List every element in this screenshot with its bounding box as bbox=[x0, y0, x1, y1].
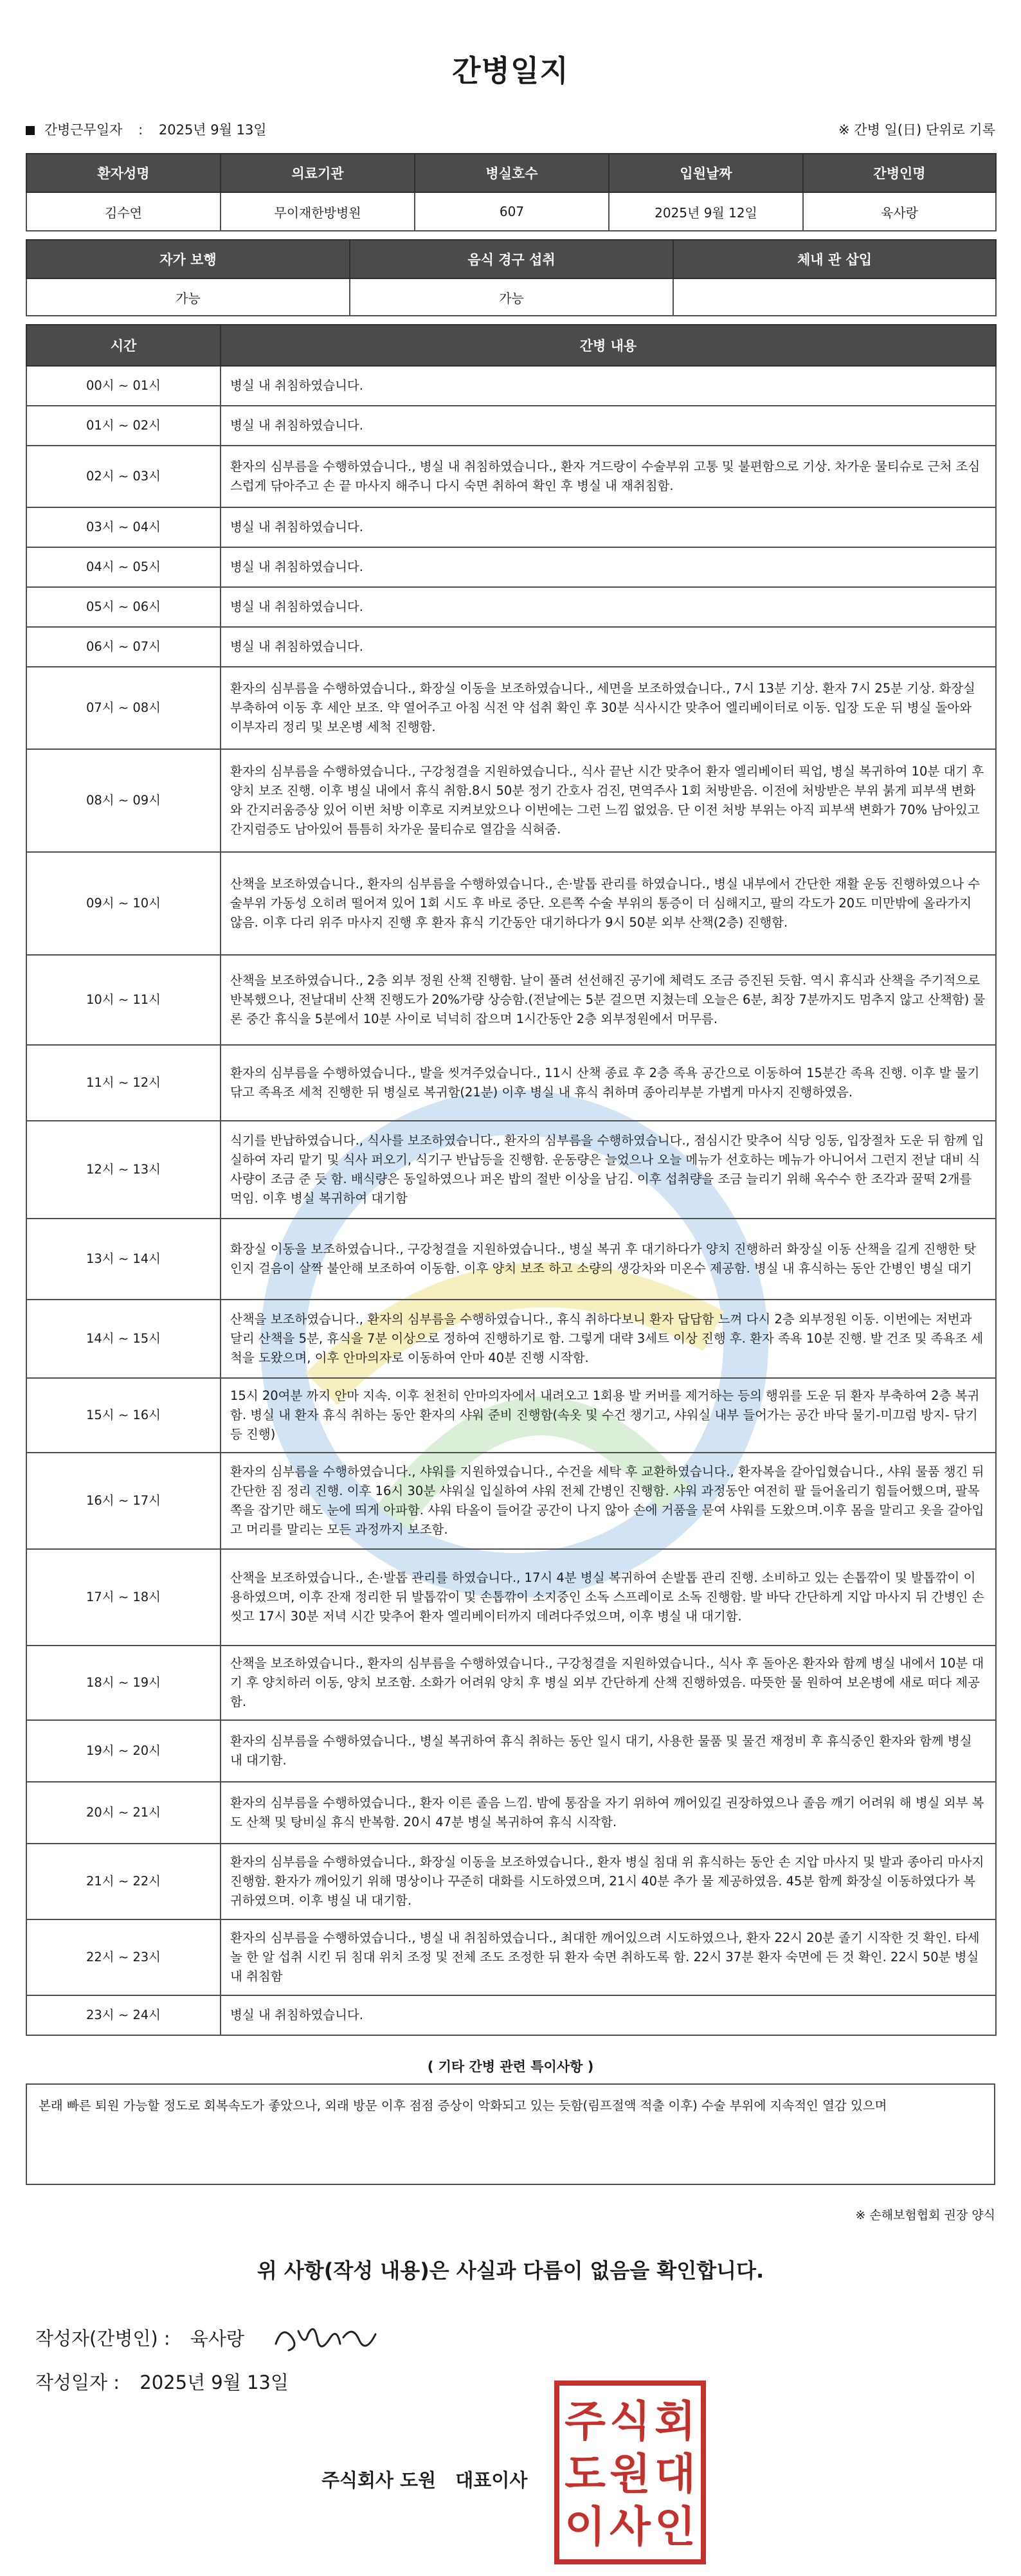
source-note: ※ 손해보험협회 권장 양식 bbox=[855, 2208, 995, 2222]
header-care-content: 간병 내용 bbox=[221, 325, 996, 366]
log-text: 환자의 심부름을 수행하였습니다., 병실 내 취침하였습니다., 최대한 깨어있으려 시도하였으나, 환자 22시 20분 졸기 시작한 것 확인. 타세놀 한 알 섭취 시킨 뒤 침대 위치 조정 및 전체 조도 조정한 뒤 환자 숙면 취하도록 함. 22시 37분 환자 숙면에 든 것 확인. 22시 50분 병실 내 취침함 bbox=[221, 1919, 996, 1995]
log-row bbox=[26, 1219, 996, 1300]
signature-image bbox=[269, 2318, 379, 2361]
oral-intake-value: 가능 bbox=[350, 278, 673, 316]
log-row bbox=[26, 1782, 996, 1844]
svg-text:사: 사 bbox=[610, 2502, 651, 2552]
company-seal bbox=[553, 2379, 707, 2566]
header-room: 병실호수 bbox=[415, 154, 609, 192]
log-time: 10시 ~ 11시 bbox=[26, 955, 221, 1045]
log-text: 산책을 보조하였습니다., 환자의 심부름을 수행하였습니다., 휴식 취하다보니 환자 답답함 느껴 다시 2층 외부정원 이동. 이번에는 저번과 달리 산책을 5분, 휴식을 7분 이상으로 정하여 진행하기로 함. 그렇게 대략 3세트 이상 진행 후. 환자 족욕 10분 진행. 발 건조 및 족욕조 세척을 도왔으며, 이후 안마의자로 이동하여 안마 40분 진행 시작함. bbox=[221, 1300, 996, 1378]
work-date-line bbox=[26, 120, 267, 139]
svg-text:이: 이 bbox=[565, 2502, 606, 2552]
log-text: 병실 내 취침하였습니다. bbox=[221, 547, 996, 587]
log-text: 병실 내 취침하였습니다. bbox=[221, 406, 996, 446]
work-date-label: 간병근무일자 bbox=[44, 122, 123, 138]
svg-text:원: 원 bbox=[610, 2449, 651, 2499]
company-role: 대표이사 bbox=[455, 2469, 528, 2491]
header-self-walking: 자가 보행 bbox=[26, 240, 350, 278]
log-text: 환자의 심부름을 수행하였습니다., 발을 씻겨주었습니다., 11시 산책 종료 후 2층 족욕 공간으로 이동하여 15분간 족욕 진행. 이후 발 물기 닦고 족욕조 세척 진행한 뒤 병실로 복귀함(21분) 이후 병실 내 휴식 취하며 종아리부분 가볍게 마사지 진행하였음. bbox=[221, 1045, 996, 1121]
log-time: 14시 ~ 15시 bbox=[26, 1300, 221, 1378]
patient-info-table bbox=[26, 153, 997, 231]
writer-line bbox=[35, 2318, 379, 2361]
svg-text:인: 인 bbox=[655, 2502, 696, 2552]
log-time: 20시 ~ 21시 bbox=[26, 1782, 221, 1844]
written-date-label: 작성일자 : bbox=[35, 2372, 120, 2393]
log-time: 19시 ~ 20시 bbox=[26, 1720, 221, 1782]
log-row bbox=[26, 547, 996, 587]
log-text: 병실 내 취침하였습니다. bbox=[221, 587, 996, 627]
log-time: 12시 ~ 13시 bbox=[26, 1121, 221, 1219]
log-row bbox=[26, 1844, 996, 1919]
log-row bbox=[26, 1549, 996, 1646]
log-time: 17시 ~ 18시 bbox=[26, 1549, 221, 1646]
log-time: 13시 ~ 14시 bbox=[26, 1219, 221, 1300]
patient-info-value-row bbox=[26, 192, 996, 231]
log-time: 04시 ~ 05시 bbox=[26, 547, 221, 587]
log-row bbox=[26, 406, 996, 446]
care-log-header-row bbox=[26, 325, 996, 366]
notes-box bbox=[26, 2083, 995, 2185]
log-time: 09시 ~ 10시 bbox=[26, 852, 221, 955]
header-oral-intake: 음식 경구 섭취 bbox=[350, 240, 673, 278]
log-text: 환자의 심부름을 수행하였습니다., 화장실 이동을 보조하였습니다., 환자 병실 침대 위 휴식하는 동안 손 지압 마사지 및 발과 종아리 마사지 진행함. 환자가 깨어있기 위해 명상이나 꾸준히 대화를 시도하였으며, 21시 40분 추가 물 제공하였음. 45분 함께 화장실 이동하였다가 복귀하였으며. 이후 병실 내 대기함. bbox=[221, 1844, 996, 1919]
notes-text: 본래 빠른 퇴원 가능할 정도로 회복속도가 좋았으나, 외래 방문 이후 점점 증상이 악화되고 있는 듯함(림프절액 적출 이후) 수술 부위에 지속적인 열감 있으며 bbox=[39, 2098, 887, 2113]
log-row bbox=[26, 366, 996, 406]
self-walking-value: 가능 bbox=[26, 278, 350, 316]
log-text: 환자의 심부름을 수행하였습니다., 환자 이른 졸음 느낌. 밤에 통잠을 자기 위하여 깨어있길 권장하였으나 졸음 깨기 어려워 해 병실 외부 복도 산책 및 탕비실 휴식 반복함. 20시 47분 병실 복귀하여 휴식 시작함. bbox=[221, 1782, 996, 1844]
log-row bbox=[26, 1995, 996, 2035]
meta-line bbox=[26, 120, 995, 139]
writer-name: 육사랑 bbox=[190, 2327, 244, 2350]
log-text: 화장실 이동을 보조하였습니다., 구강청결을 지원하였습니다., 병실 복귀 후 대기하다가 양치 진행하러 화장실 이동 산책을 길게 진행한 탓인지 걸음이 살짝 불안해 보조하여 이동함. 이후 양치 보조 하고 소량의 생강차와 미온수 제공함. 병실 내 휴식하는 동안 간병인 병실 대기 bbox=[221, 1219, 996, 1300]
header-tube-insertion: 체내 관 삽입 bbox=[673, 240, 996, 278]
log-time: 02시 ~ 03시 bbox=[26, 446, 221, 507]
log-row bbox=[26, 587, 996, 627]
log-row bbox=[26, 507, 996, 547]
log-text: 산책을 보조하였습니다., 2층 외부 정원 산책 진행함. 날이 풀려 선선해진 공기에 체력도 조금 증진된 듯함. 역시 휴식과 산책을 주기적으로 반복했으나, 전날대비 산책 진행도가 20%가량 상승함.(전날에는 5분 걸으면 지쳤는데 오늘은 6분, 최장 7분까지도 멈추지 않고 산책함) 물론 중간 휴식을 5분에서 10분 사이로 넉넉히 잡으며 1시간동안 2층 외부정원에서 머무름. bbox=[221, 955, 996, 1045]
written-date-value: 2025년 9월 13일 bbox=[140, 2372, 289, 2393]
log-time: 08시 ~ 09시 bbox=[26, 749, 221, 852]
care-status-value-row bbox=[26, 278, 996, 316]
svg-text:대: 대 bbox=[655, 2449, 696, 2499]
header-admission-date: 입원날짜 bbox=[609, 154, 803, 192]
page-title: 간병일지 bbox=[452, 53, 569, 88]
log-time: 11시 ~ 12시 bbox=[26, 1045, 221, 1121]
caregiver-name: 육사랑 bbox=[803, 192, 996, 231]
log-row bbox=[26, 1720, 996, 1782]
svg-text:주: 주 bbox=[565, 2397, 606, 2446]
log-row bbox=[26, 1378, 996, 1453]
log-time: 03시 ~ 04시 bbox=[26, 507, 221, 547]
log-text: 환자의 심부름을 수행하였습니다., 샤워를 지원하였습니다., 수건을 세탁 후 교환하였습니다., 환자복을 갈아입혔습니다., 샤워 물품 챙긴 뒤 간단한 짐 정리 진행. 이후 16시 30분 샤워실 입실하여 샤워 전체 간병인 진행함. 샤워 과정동안 여전히 팔 들어올리기 힘들어했으며, 팔목쪽을 잡기만 해도 눈에 띄게 아파함. 샤워 타올이 들어갈 공간이 나지 않아 손에 거품을 묻여 샤워를 도왔으며.이후 몸을 말리고 옷을 갈아입고 머리를 말리는 모든 과정까지 보조함. bbox=[221, 1453, 996, 1549]
log-time: 16시 ~ 17시 bbox=[26, 1453, 221, 1549]
notes-title: ( 기타 간병 관련 특이사항 ) bbox=[427, 2059, 594, 2074]
log-text: 산책을 보조하였습니다., 손·발톱 관리를 하였습니다., 17시 4분 병실 복귀하여 손발톱 관리 진행. 소비하고 있는 손톱깎이 및 발톱깎이 이용하였으며, 이후 잔재 정리한 뒤 발톱깎이 및 손톱깎이 소지중인 소독 스프레이로 소독 진행함. 발 바닥 간단하게 지압 마사지 뒤 간병인 손 씻고 17시 30분 저녁 시간 맞추어 환자 엘리베이터까지 데려다주었으며, 이후 병실 내 대기함. bbox=[221, 1549, 996, 1646]
log-row bbox=[26, 749, 996, 852]
hospital-name: 무이재한방병원 bbox=[221, 192, 415, 231]
log-text: 병실 내 취침하였습니다. bbox=[221, 627, 996, 667]
log-text: 병실 내 취침하였습니다. bbox=[221, 1995, 996, 2035]
log-row bbox=[26, 852, 996, 955]
log-row bbox=[26, 627, 996, 667]
log-text: 병실 내 취침하였습니다. bbox=[221, 366, 996, 406]
log-row bbox=[26, 1300, 996, 1378]
log-time: 01시 ~ 02시 bbox=[26, 406, 221, 446]
log-row bbox=[26, 1121, 996, 1219]
log-text: 환자의 심부름을 수행하였습니다., 병실 복귀하여 휴식 취하는 동안 일시 대기, 사용한 물품 및 물건 재정비 후 휴식중인 환자와 함께 병실 내 대기함. bbox=[221, 1720, 996, 1782]
log-time: 15시 ~ 16시 bbox=[26, 1378, 221, 1453]
header-hospital: 의료기관 bbox=[221, 154, 415, 192]
log-text: 식기를 반납하였습니다., 식사를 보조하였습니다., 환자의 심부름을 수행하였습니다., 점심시간 맞추어 식당 잉동, 입장절차 도운 뒤 함께 입실하여 자리 맡기 및 식사 퍼오기, 식기구 반납등을 진행함. 운동량은 늘었으나 오늘 메뉴가 선호하는 메뉴가 아니어서 그런지 전날 대비 식사량이 조금 준 듯 함. 배식량은 동일하였으나 퍼온 밥의 절반 이상을 남김. 이후 섭취량을 조금 늘리기 위해 옥수수 한 조각과 꿀떡 2개를 먹임. 이후 병실 복귀하여 대기함 bbox=[221, 1121, 996, 1219]
admission-date: 2025년 9월 12일 bbox=[609, 192, 803, 231]
log-time: 21시 ~ 22시 bbox=[26, 1844, 221, 1919]
log-row bbox=[26, 446, 996, 507]
log-time: 18시 ~ 19시 bbox=[26, 1646, 221, 1720]
log-text: 환자의 심부름을 수행하였습니다., 병실 내 취침하였습니다., 환자 겨드랑이 수술부위 고통 및 불편함으로 기상. 차가운 물티슈로 근처 조심스럽게 닦아주고 손 끝 마사지 해주니 다시 숙면 취하여 확인 후 병실 내 재취침함. bbox=[221, 446, 996, 507]
unit-note: ※ 간병 일(日) 단위로 기록 bbox=[838, 122, 995, 138]
confirmation-statement: 위 사항(작성 내용)은 사실과 다름이 없음을 확인합니다. bbox=[257, 2258, 764, 2283]
header-patient-name: 환자성명 bbox=[26, 154, 221, 192]
log-time: 06시 ~ 07시 bbox=[26, 627, 221, 667]
log-time: 00시 ~ 01시 bbox=[26, 366, 221, 406]
log-row bbox=[26, 1045, 996, 1121]
work-date-separator: : bbox=[138, 122, 143, 138]
log-time: 22시 ~ 23시 bbox=[26, 1919, 221, 1995]
log-row bbox=[26, 667, 996, 749]
work-date-value: 2025년 9월 13일 bbox=[158, 122, 267, 138]
written-date-line bbox=[35, 2368, 289, 2395]
company-line bbox=[321, 2466, 527, 2492]
svg-text:도: 도 bbox=[565, 2449, 606, 2499]
log-row bbox=[26, 1646, 996, 1720]
patient-info-header-row bbox=[26, 154, 996, 192]
care-status-header-row bbox=[26, 240, 996, 278]
log-time: 07시 ~ 08시 bbox=[26, 667, 221, 749]
care-log-table bbox=[26, 324, 997, 2036]
log-text: 산책을 보조하였습니다., 환자의 심부름을 수행하였습니다., 구강청결을 지원하였습니다., 식사 후 돌아온 환자와 함께 병실 내에서 10분 대기 후 양치하러 이동, 양치 보조함. 소화가 어려워 양치 후 병실 외부 간단하게 산책 진행하였음. 따뜻한 물 원하여 보온병에 새로 떠다 제공함. bbox=[221, 1646, 996, 1720]
log-text: 산책을 보조하였습니다., 환자의 심부름을 수행하였습니다., 손·발톱 관리를 하였습니다., 병실 내부에서 간단한 재활 운동 진행하였으나 수술부위 가동성 오히려 떨어져 있어 1회 시도 후 바로 중단. 오른쪽 수술 부위의 통증이 더 심해지고, 팔의 각도가 20도 미만밖에 올라가지 않음. 이후 다리 위주 마사지 진행 후 환자 휴식 기간동안 대기하다가 9시 50분 외부 산책(2층) 진행함. bbox=[221, 852, 996, 955]
log-row bbox=[26, 1453, 996, 1549]
svg-text:식: 식 bbox=[610, 2397, 651, 2446]
care-status-table bbox=[26, 239, 997, 316]
patient-name: 김수연 bbox=[26, 192, 221, 231]
header-caregiver-name: 간병인명 bbox=[803, 154, 996, 192]
log-time: 23시 ~ 24시 bbox=[26, 1995, 221, 2035]
log-time: 05시 ~ 06시 bbox=[26, 587, 221, 627]
company-name: 주식회사 도원 bbox=[321, 2469, 437, 2491]
tube-insertion-value bbox=[673, 278, 996, 316]
svg-text:회: 회 bbox=[655, 2397, 696, 2446]
header-time: 시간 bbox=[26, 325, 221, 366]
log-row bbox=[26, 1919, 996, 1995]
writer-label: 작성자(간병인) : bbox=[35, 2327, 170, 2350]
log-text: 환자의 심부름을 수행하였습니다., 화장실 이동을 보조하였습니다., 세면을 보조하였습니다., 7시 13분 기상. 환자 7시 25분 기상. 화장실 부축하여 이동 후 세안 보조. 약 열어주고 아침 식전 약 섭취 확인 후 30분 식사시간 맞추어 엘리베이터로 이동. 입장 도운 뒤 병실 돌아와 이부자리 정리 및 보온병 세척 진행함. bbox=[221, 667, 996, 749]
log-row bbox=[26, 955, 996, 1045]
room-number: 607 bbox=[415, 192, 609, 231]
log-text: 15시 20여분 까지 안마 지속. 이후 천천히 안마의자에서 내려오고 1회용 발 커버를 제거하는 등의 행위를 도운 뒤 환자 부축하여 2층 복귀함. 병실 내 환자 휴식 취하는 동안 환자의 샤워 준비 진행함(속옷 및 수건 챙기고, 샤워실 내부 들어가는 공간 바닥 물기-미끄럼 방지- 닦기 등 진행) bbox=[221, 1378, 996, 1453]
log-text: 환자의 심부름을 수행하였습니다., 구강청결을 지원하였습니다., 식사 끝난 시간 맞추어 환자 엘리베이터 픽업, 병실 복귀하여 10분 대기 후 양치 보조 진행. 이후 병실 내에서 휴식 취함.8시 50분 정기 간호사 검진, 면역주사 1회 처방받음. 이전에 처방받은 부위 붉게 피부색 변화와 간지러움증상 있어 이번 처방 이후로 지켜보았으나 이번에는 그런 느낌 없었음. 단 이전 처방 부위는 아직 피부색 변화가 70% 남아있고 간지럼증도 남아있어 틈틈히 차가운 물티슈로 열감을 식혀줌. bbox=[221, 749, 996, 852]
log-text: 병실 내 취침하였습니다. bbox=[221, 507, 996, 547]
